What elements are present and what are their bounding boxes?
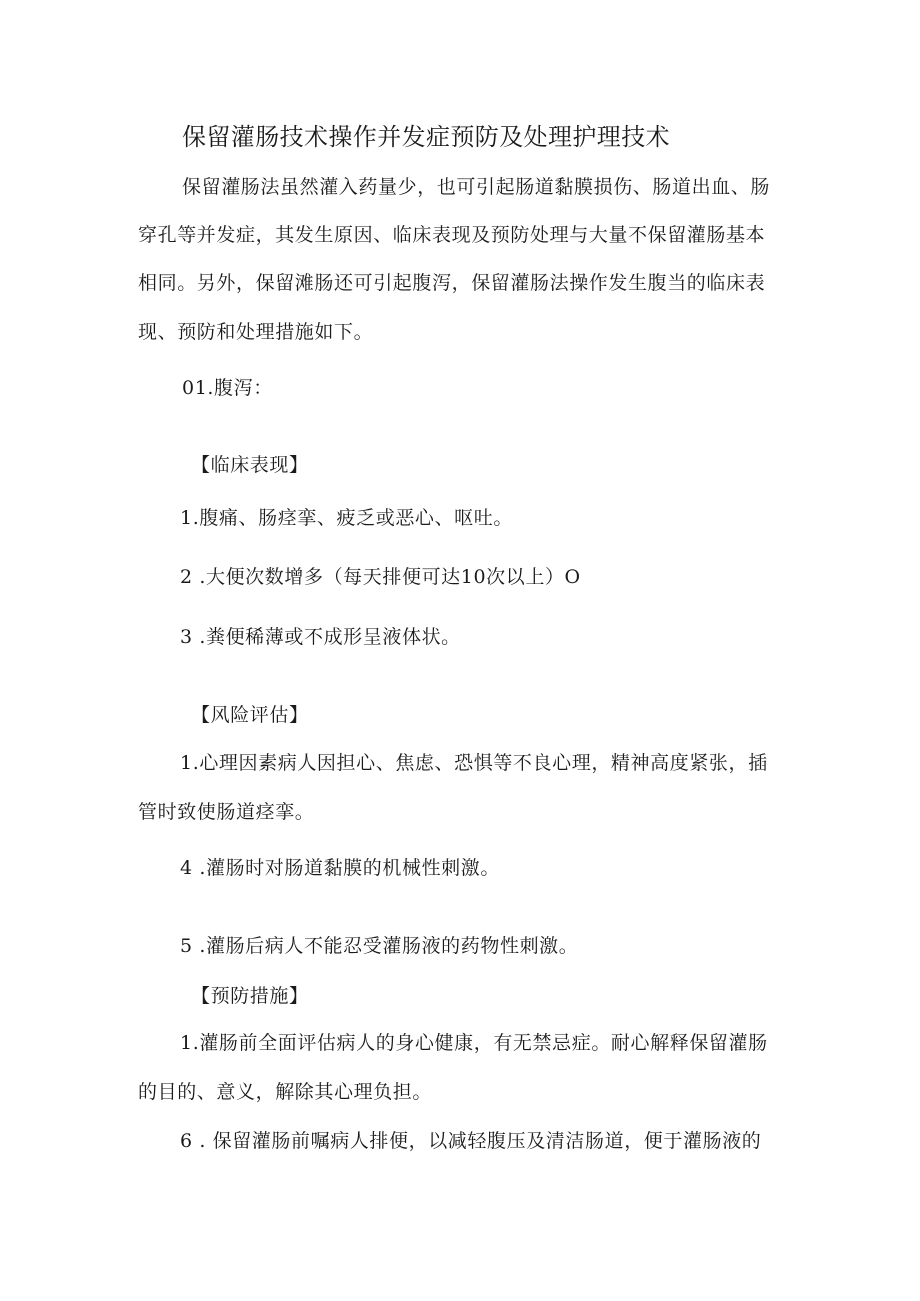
- prevention-item-2-line-1: 6 . 保留灌肠前嘱病人排便，以减轻腹压及清洁肠道，便于灌肠液的: [180, 1130, 762, 1152]
- risk-item-3: 5 .灌肠后病人不能忍受灌肠液的药物性刺激。: [180, 935, 579, 957]
- section-heading: 01.腹泻：: [182, 377, 273, 399]
- intro-line-4: 现、预防和处理措施如下。: [138, 321, 374, 343]
- intro-line-1: 保留灌肠法虽然灌入药量少，也可引起肠道黏膜损伤、肠道出血、肠: [182, 176, 771, 198]
- prevention-heading: 【预防措施】: [191, 985, 309, 1007]
- clinical-item-2: 2 .大便次数增多（每天排便可达10次以上）O: [180, 566, 581, 588]
- risk-heading: 【风险评估】: [191, 704, 309, 726]
- risk-item-1-line-2: 管时致使肠道痉挛。: [138, 801, 315, 823]
- clinical-item-3: 3 .粪便稀薄或不成形呈液体状。: [180, 626, 461, 648]
- document-title: 保留灌肠技术操作并发症预防及处理护理技术: [182, 123, 670, 151]
- intro-line-2: 穿孔等并发症，其发生原因、临床表现及预防处理与大量不保留灌肠基本: [138, 224, 766, 246]
- prevention-item-1-line-1: 1.灌肠前全面评估病人的身心健康，有无禁忌症。耐心解释保留灌肠: [180, 1032, 768, 1054]
- intro-line-3: 相同。另外，保留滩肠还可引起腹泻，保留灌肠法操作发生腹当的临床表: [138, 272, 766, 294]
- clinical-item-1: 1.腹痛、肠痉挛、疲乏或恶心、呕吐。: [180, 507, 513, 529]
- prevention-item-1-line-2: 的目的、意义，解除其心理负担。: [138, 1081, 433, 1103]
- risk-item-1-line-1: 1.心理因素病人因担心、焦虑、恐惧等不良心理，精神高度紧张，插: [180, 752, 768, 774]
- risk-item-2: 4 .灌肠时对肠道黏膜的机械性刺激。: [180, 857, 500, 879]
- clinical-heading: 【临床表现】: [191, 454, 309, 476]
